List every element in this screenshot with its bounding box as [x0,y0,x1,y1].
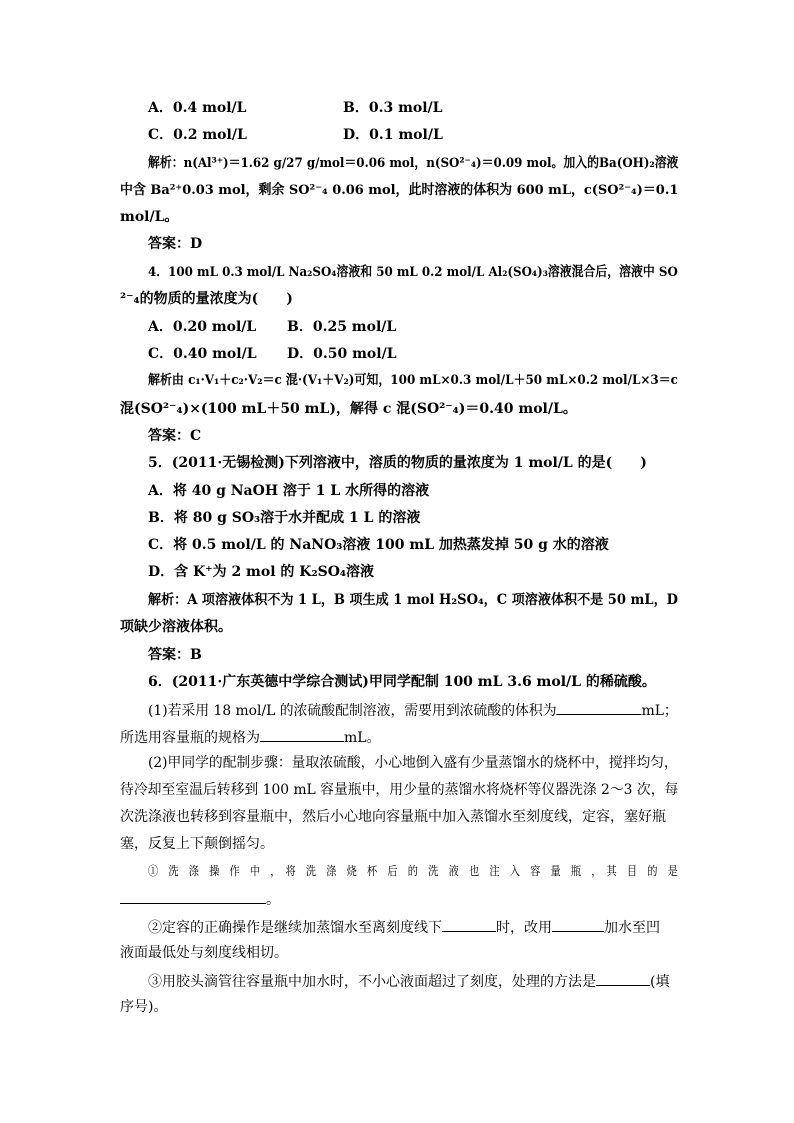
q3-analysis-line2: 中含 Ba²⁺0.03 mol，剩余 SO²⁻₄ 0.06 mol，此时溶液的体积为 600 mL，c(SO²⁻₄)＝0.1 [120,182,679,198]
q5-analysis-line2: 项缺少溶液体积。 [120,619,232,635]
q5-option-d: D．含 K⁺为 2 mol 的 K₂SO₄溶液 [148,564,375,580]
answer-blank-method [596,971,650,986]
q4-analysis-line2: 混(SO²⁻₄)×(100 mL＋50 mL)，解得 c 混(SO²⁻₄)＝0.40 mol/L。 [120,401,577,417]
answer-blank-volume [557,700,642,715]
q3-option-b: B．0.3 mol/L [343,100,443,116]
q6-sub3-text-b: (填 [650,974,670,990]
q5-option-c: C．将 0.5 mol/L 的 NaNO₃溶液 100 mL 加热蒸发掉 50 g 水的溶液 [148,537,609,553]
q6-part2-line4: 塞，反复上下颠倒摇匀。 [120,836,274,852]
q6-part1-text-a: (1)若采用 18 mol/L 的浓硫酸配制溶液，需要用到浓硫酸的体积为 [148,703,557,719]
q6-sub2-line1 [148,917,660,937]
q4-option-b: B．0.25 mol/L [287,319,397,335]
q5-answer: 答案：B [148,647,202,663]
q4-answer: 答案：C [148,428,202,444]
q5-option-b: B．将 80 g SO₃溶于水并配成 1 L 的溶液 [148,510,421,526]
q3-option-d: D．0.1 mol/L [343,127,443,143]
answer-blank-purpose [120,889,266,904]
q6-part1-line1 [148,700,678,720]
q5-option-a: A．将 40 g NaOH 溶于 1 L 水所得的溶液 [148,483,430,499]
q6-sub2-line2: 液面最低处与刻度线相切。 [120,945,288,961]
q3-analysis-line1: 解析：n(Al³⁺)＝1.62 g/27 g/mol＝0.06 mol，n(SO²⁻₄)＝0.09 mol。加入的Ba(OH)₂溶液 [148,155,679,171]
q5-analysis-line1: 解析：A 项溶液体积不为 1 L，B 项生成 1 mol H₂SO₄，C 项溶液体积不是 50 mL，D [148,592,678,608]
q6-sub1-end: 。 [266,892,280,908]
q6-part1-line2 [120,727,381,747]
q6-sub1-line2 [120,889,280,909]
q4-option-a: A．0.20 mol/L [148,319,257,335]
q4-option-d: D．0.50 mol/L [287,346,397,362]
q6-sub2-text-a: ②定容的正确操作是继续加蒸馏水至离刻度线下 [148,920,442,936]
q6-part2-line1: (2)甲同学的配制步骤：量取浓硫酸，小心地倒入盛有少量蒸馏水的烧杯中，搅拌均匀， [148,755,678,771]
answer-blank-tool [552,917,604,932]
q6-sub2-text-b: 时，改用 [496,920,552,936]
q6-part1-text-b: mL； [641,703,678,719]
q6-part2-line2: 待冷却至室温后转移到 100 mL 容量瓶中，用少量的蒸馏水将烧杯等仪器洗涤 2～3 次，每 [120,782,679,798]
q6-sub3-text-a: ③用胶头滴管往容量瓶中加水时，不小心液面超过了刻度，处理的方法是 [148,974,596,990]
q6-part2-line3: 次洗涤液也转移到容量瓶中，然后小心地向容量瓶中加入蒸馏水至刻度线，定容，塞好瓶 [120,809,666,825]
q3-option-a: A．0.4 mol/L [148,100,247,116]
q6-sub3-line1 [148,971,669,991]
q6-sub1-line1: ① 洗 涤 操 作 中 ， 将 洗 涤 烧 杯 后 的 洗 液 也 注 入 容 量 瓶 ， 其 目 的 是 [148,864,678,878]
q3-answer: 答案：D [148,236,203,252]
q6-sub2-text-c: 加水至凹 [604,920,660,936]
q6-stem: 6．(2011·广东英德中学综合测试)甲同学配制 100 mL 3.6 mol/L 的稀硫酸。 [148,674,656,690]
q3-option-c: C．0.2 mol/L [148,127,247,143]
q3-analysis-line3: mol/L。 [120,209,179,225]
q6-part1-text-d: mL。 [344,730,381,746]
q4-analysis-line1: 解析由 c₁·V₁＋c₂·V₂＝c 混·(V₁＋V₂)可知，100 mL×0.3 mol/L＋50 mL×0.2 mol/L×3＝c [148,373,678,388]
q4-stem-line2: ²⁻₄的物质的量浓度为( ) [120,291,293,307]
q5-stem: 5．(2011·无锡检测)下列溶液中，溶质的物质的量浓度为 1 mol/L 的是( ) [148,455,647,471]
answer-blank-distance [442,917,496,932]
q4-stem-line1: 4．100 mL 0.3 mol/L Na₂SO₄溶液和 50 mL 0.2 mol/L Al₂(SO₄)₃溶液混合后，溶液中 SO [148,264,678,280]
q6-sub3-line2: 序号)。 [120,999,168,1015]
q4-option-c: C．0.40 mol/L [148,346,257,362]
q6-part1-text-c: 所选用容量瓶的规格为 [120,730,260,746]
answer-blank-flask-size [260,727,344,742]
